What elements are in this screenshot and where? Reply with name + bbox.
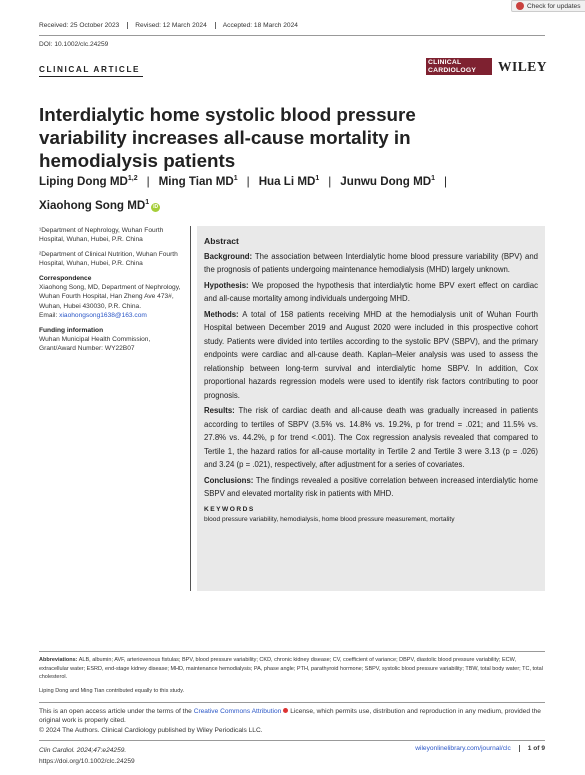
correspondence-email: Email: xiaohongsong1638@163.com [39,312,147,320]
abstract-conclusions: Conclusions: The findings revealed a positive correlation between increased interdialytic home SBPV and elevated mortality risk in patients with MHD. [204,475,538,498]
author-name[interactable]: Xiaohong Song $MD^1$ [39,198,150,212]
update-label: Check for updates [527,2,581,10]
funding-text: Wuhan Municipal Health Commission, Grant/Award Number: WY22B07 [39,336,151,353]
header-divider [39,35,545,36]
journal-logo: CLINICAL CARDIOLOGY [426,58,492,75]
revised-date: Revised: 12 March 2024 [127,22,214,29]
publisher-logo: WILEY [498,59,548,74]
author-name[interactable]: Junwu Dong $MD^1$ [340,174,436,188]
update-icon [516,2,524,10]
footer-divider [39,740,545,741]
page-number: 1 of 9 [519,745,545,752]
citation: Clin Cardiol. 2024;47:e24259. [39,747,127,754]
doi: DOI: 10.1002/clc.24259 [39,41,109,48]
abstract-methods: Methods: A total of 158 patients receiving MHD at the hemodialysis unit of Wuhan Fourth Hospital between December 2019 and August 2020 were included in this prospective cohort study. Patients were divided into tertiles according to the systolic BPV (SBPV), and the primary endpoints were cardiac and all-cause death. Kaplan–Meier analysis was used to assess the relationship between long-term survival and interdialytic home SBPV. In addition, Cox proportional hazards regression models were used to identify risk factors contributing to poor prognosis. [204,309,538,400]
section-underline [39,76,143,77]
correspondence-heading: Correspondence [39,274,92,282]
received-date: Received: 25 October 2023 [39,22,120,29]
sidebar-divider [190,226,191,591]
cc-license-link[interactable]: Creative Commons Attribution [193,708,282,715]
correspondence-text: Xiaohong Song, MD, Department of Nephrology, Wuhan Fourth Hospital, Han Zheng Ave 473#, Wuhan, Hubei 430030, P.R. China. [39,284,181,310]
license-text: This is an open access article under the terms of the Creative Commons Attribution License, which permits use, distribution and reproduction in any medium, provided the original work is properly cited. © 2024 The Authors. Clinical Cardiology published by Wiley Periodicals LLC. [39,708,541,734]
citation-block [39,745,135,767]
abbreviations: Abbreviations: ALB, albumin; AVF, arteriovenous fistulas; BPV, blood pressure variability; CKD, chronic kidney disease; CV, coefficient of variance; DBPV, diastolic blood pressure variability; ECW, extracellular water; ESRD, end-stage kidney disease; MHD, maintenance hemodialysis; PA, phase angle; PTH, parathyroid hormone; SBPV, systolic blood pressure variability; TBW, total body water; TC, total cholesterol. [39,657,543,681]
article-title: Interdialytic home systolic blood pressure variability increases all-cause mortality in hemodialysis patients [39,104,416,171]
copyright: © 2024 The Authors. Clinical Cardiology published by Wiley Periodicals LLC. [39,726,263,734]
section-label: CLINICAL ARTICLE [39,65,141,74]
abstract-box [197,226,545,591]
check-for-updates-button[interactable] [511,0,585,12]
abstract-results: Results: The risk of cardiac death and all-cause death was gradually increased in patients according to tertiles of SBPV (3.5% vs. 14.8% vs. 19.2%, p for trend = .021; and 11.5% vs. 27.8% vs. 44.2%, p for trend <.001). The Cox regression analysis revealed that compared to Tertile 1, the hazard ratios for all-cause mortality in Tertile 2 and Tertile 3 were 3.13 (p = .026) and 3.24 (p = .021), respectively, after adjustment for a series of covariates. [204,406,538,469]
orcid-icon[interactable]: iD [153,203,159,210]
affiliation: ²Department of Clinical Nutrition, Wuhan Fourth Hospital, Wuhan, Hubei, P.R. China [39,250,178,268]
license-divider [39,702,545,703]
journal-url-link[interactable]: wileyonlinelibrary.com/journal/clc [415,745,511,752]
keywords-heading: KEYWORDS [204,505,255,513]
funding-heading: Funding information [39,326,104,334]
article-dates [39,22,306,29]
affiliation: ¹Department of Nephrology, Wuhan Fourth Hospital, Wuhan, Hubei, P.R. China [39,227,164,244]
doi-link[interactable]: https://doi.org/10.1002/clc.24259 [39,758,135,765]
author-name[interactable]: Liping Dong MD$^{1,2}$ [39,174,138,188]
abstract-hypothesis: Hypothesis: We proposed the hypothesis that interdialytic home BPV exert effect on cardiac and all-cause mortality among individuals undergoing MHD. [204,280,538,303]
cursor-dot [283,708,288,713]
author-name[interactable]: Hua Li $MD^1$ [258,174,320,188]
footer-right [415,745,545,752]
article-sidebar [39,226,184,354]
author-name[interactable]: Ming Tian $MD^1$ [158,174,238,188]
footnote-divider [39,651,545,652]
author-list: Liping Dong MD$^{1,2}$ | Ming Tian $MD^1$ | Hua Li $MD^1$ | Junwu Dong $MD^1$ | Xiaohong Song $MD^1iD$ [39,174,448,212]
abstract-heading: Abstract [204,236,239,246]
accepted-date: Accepted: 18 March 2024 [215,22,306,29]
abstract-background: Background: The association between Interdialytic home blood pressure variability (BPV) and the prognosis of patients undergoing maintenance hemodialysis (MHD) largely unknown. [204,251,538,274]
keywords: blood pressure variability, hemodialysis, home blood pressure measurement, mortality [204,515,455,523]
email-link[interactable]: xiaohongsong1638@163.com [59,312,147,320]
contribution-note: Liping Dong and Ming Tian contributed equally to this study. [39,688,185,694]
